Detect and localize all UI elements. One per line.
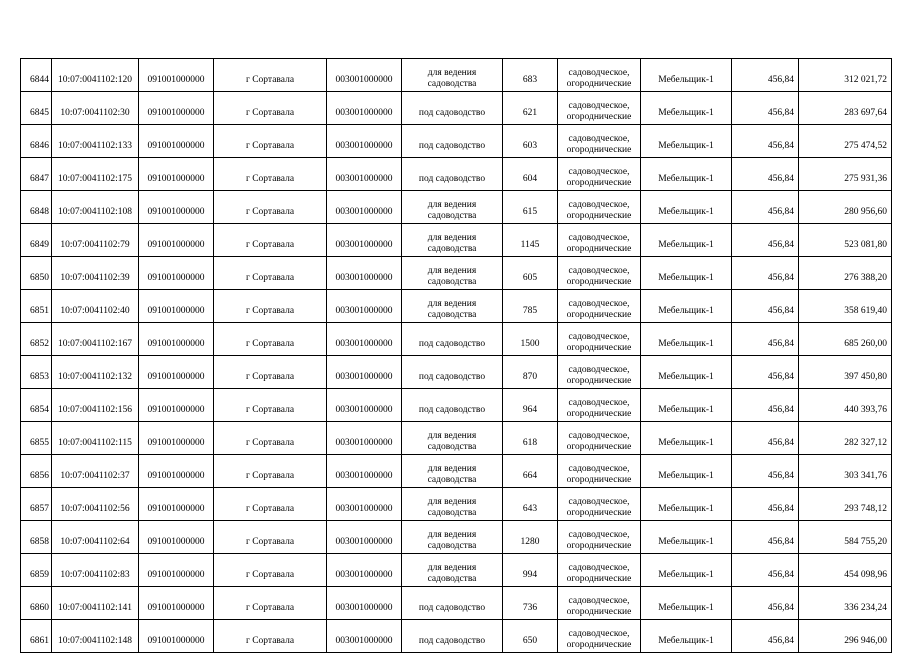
- specific-cost-cell: 456,84: [732, 422, 799, 455]
- cadastral-cost-cell: 282 327,12: [799, 422, 892, 455]
- area-cell: 736: [503, 587, 558, 620]
- locality-cell: г Сортавала: [214, 488, 327, 521]
- table-row: [21, 257, 892, 290]
- locality-cell: г Сортавала: [214, 224, 327, 257]
- okato-code-cell: 091001000000: [139, 92, 214, 125]
- partnership-cell: Мебельщик-1: [641, 92, 732, 125]
- cadastral-cost-cell: 440 393,76: [799, 389, 892, 422]
- permitted-use-cell: для ведения садоводства: [402, 224, 503, 257]
- area-cell: 615: [503, 191, 558, 224]
- partnership-cell: Мебельщик-1: [641, 356, 732, 389]
- partnership-cell: Мебельщик-1: [641, 422, 732, 455]
- locality-cell: г Сортавала: [214, 587, 327, 620]
- land-category-cell: садоводческое, огороднические: [558, 389, 641, 422]
- okato-code-cell: 091001000000: [139, 389, 214, 422]
- partnership-cell: Мебельщик-1: [641, 158, 732, 191]
- okato-code-cell: 091001000000: [139, 488, 214, 521]
- locality-cell: г Сортавала: [214, 554, 327, 587]
- permitted-use-cell: для ведения садоводства: [402, 554, 503, 587]
- cadastral-number-cell: 10:07:0041102:30: [52, 92, 139, 125]
- partnership-cell: Мебельщик-1: [641, 521, 732, 554]
- zone-code-cell: 003001000000: [327, 587, 402, 620]
- row-number-cell: 6858: [21, 521, 52, 554]
- cadastral-cost-cell: 397 450,80: [799, 356, 892, 389]
- partnership-cell: Мебельщик-1: [641, 488, 732, 521]
- land-category-cell: садоводческое, огороднические: [558, 257, 641, 290]
- row-number-cell: 6855: [21, 422, 52, 455]
- area-cell: 603: [503, 125, 558, 158]
- okato-code-cell: 091001000000: [139, 158, 214, 191]
- zone-code-cell: 003001000000: [327, 488, 402, 521]
- row-number-cell: 6852: [21, 323, 52, 356]
- specific-cost-cell: 456,84: [732, 158, 799, 191]
- locality-cell: г Сортавала: [214, 290, 327, 323]
- cadastral-cost-cell: 280 956,60: [799, 191, 892, 224]
- cadastral-number-cell: 10:07:0041102:115: [52, 422, 139, 455]
- area-cell: 605: [503, 257, 558, 290]
- cadastral-number-cell: 10:07:0041102:56: [52, 488, 139, 521]
- permitted-use-cell: под садоводство: [402, 158, 503, 191]
- locality-cell: г Сортавала: [214, 125, 327, 158]
- specific-cost-cell: 456,84: [732, 125, 799, 158]
- cadastral-number-cell: 10:07:0041102:83: [52, 554, 139, 587]
- land-category-cell: садоводческое, огороднические: [558, 455, 641, 488]
- area-cell: 1500: [503, 323, 558, 356]
- zone-code-cell: 003001000000: [327, 59, 402, 92]
- land-category-cell: садоводческое, огороднические: [558, 158, 641, 191]
- cadastral-cost-cell: 685 260,00: [799, 323, 892, 356]
- zone-code-cell: 003001000000: [327, 224, 402, 257]
- cadastral-cost-cell: 454 098,96: [799, 554, 892, 587]
- locality-cell: г Сортавала: [214, 422, 327, 455]
- permitted-use-cell: для ведения садоводства: [402, 59, 503, 92]
- cadastral-number-cell: 10:07:0041102:132: [52, 356, 139, 389]
- table-row: [21, 323, 892, 356]
- table-row: [21, 191, 892, 224]
- land-category-cell: садоводческое, огороднические: [558, 554, 641, 587]
- zone-code-cell: 003001000000: [327, 521, 402, 554]
- locality-cell: г Сортавала: [214, 191, 327, 224]
- permitted-use-cell: под садоводство: [402, 356, 503, 389]
- table-row: [21, 92, 892, 125]
- zone-code-cell: 003001000000: [327, 158, 402, 191]
- specific-cost-cell: 456,84: [732, 356, 799, 389]
- row-number-cell: 6861: [21, 620, 52, 653]
- cadastral-number-cell: 10:07:0041102:64: [52, 521, 139, 554]
- cadastral-cost-cell: 275 931,36: [799, 158, 892, 191]
- cadastral-number-cell: 10:07:0041102:133: [52, 125, 139, 158]
- partnership-cell: Мебельщик-1: [641, 191, 732, 224]
- row-number-cell: 6857: [21, 488, 52, 521]
- cadastral-cost-cell: 283 697,64: [799, 92, 892, 125]
- land-category-cell: садоводческое, огороднические: [558, 587, 641, 620]
- land-category-cell: садоводческое, огороднические: [558, 92, 641, 125]
- land-category-cell: садоводческое, огороднические: [558, 224, 641, 257]
- row-number-cell: 6844: [21, 59, 52, 92]
- area-cell: 650: [503, 620, 558, 653]
- permitted-use-cell: для ведения садоводства: [402, 455, 503, 488]
- land-category-cell: садоводческое, огороднические: [558, 488, 641, 521]
- cadastral-cost-cell: 303 341,76: [799, 455, 892, 488]
- specific-cost-cell: 456,84: [732, 92, 799, 125]
- land-category-cell: садоводческое, огороднические: [558, 422, 641, 455]
- area-cell: 604: [503, 158, 558, 191]
- permitted-use-cell: под садоводство: [402, 92, 503, 125]
- locality-cell: г Сортавала: [214, 389, 327, 422]
- land-category-cell: садоводческое, огороднические: [558, 59, 641, 92]
- locality-cell: г Сортавала: [214, 323, 327, 356]
- permitted-use-cell: для ведения садоводства: [402, 422, 503, 455]
- land-category-cell: садоводческое, огороднические: [558, 191, 641, 224]
- locality-cell: г Сортавала: [214, 257, 327, 290]
- zone-code-cell: 003001000000: [327, 257, 402, 290]
- area-cell: 1145: [503, 224, 558, 257]
- cadastral-number-cell: 10:07:0041102:167: [52, 323, 139, 356]
- okato-code-cell: 091001000000: [139, 554, 214, 587]
- locality-cell: г Сортавала: [214, 620, 327, 653]
- row-number-cell: 6848: [21, 191, 52, 224]
- partnership-cell: Мебельщик-1: [641, 587, 732, 620]
- cadastral-cost-cell: 523 081,80: [799, 224, 892, 257]
- zone-code-cell: 003001000000: [327, 191, 402, 224]
- partnership-cell: Мебельщик-1: [641, 323, 732, 356]
- partnership-cell: Мебельщик-1: [641, 455, 732, 488]
- land-category-cell: садоводческое, огороднические: [558, 356, 641, 389]
- okato-code-cell: 091001000000: [139, 620, 214, 653]
- row-number-cell: 6847: [21, 158, 52, 191]
- zone-code-cell: 003001000000: [327, 356, 402, 389]
- table-row: [21, 356, 892, 389]
- area-cell: 664: [503, 455, 558, 488]
- okato-code-cell: 091001000000: [139, 125, 214, 158]
- specific-cost-cell: 456,84: [732, 455, 799, 488]
- table-row: [21, 620, 892, 653]
- permitted-use-cell: для ведения садоводства: [402, 290, 503, 323]
- partnership-cell: Мебельщик-1: [641, 59, 732, 92]
- locality-cell: г Сортавала: [214, 158, 327, 191]
- specific-cost-cell: 456,84: [732, 554, 799, 587]
- permitted-use-cell: под садоводство: [402, 587, 503, 620]
- land-category-cell: садоводческое, огороднические: [558, 521, 641, 554]
- row-number-cell: 6853: [21, 356, 52, 389]
- locality-cell: г Сортавала: [214, 59, 327, 92]
- area-cell: 994: [503, 554, 558, 587]
- specific-cost-cell: 456,84: [732, 257, 799, 290]
- specific-cost-cell: 456,84: [732, 587, 799, 620]
- okato-code-cell: 091001000000: [139, 455, 214, 488]
- row-number-cell: 6846: [21, 125, 52, 158]
- zone-code-cell: 003001000000: [327, 455, 402, 488]
- okato-code-cell: 091001000000: [139, 521, 214, 554]
- zone-code-cell: 003001000000: [327, 92, 402, 125]
- registry-table-body: [21, 59, 892, 653]
- locality-cell: г Сортавала: [214, 521, 327, 554]
- partnership-cell: Мебельщик-1: [641, 257, 732, 290]
- cadastral-number-cell: 10:07:0041102:156: [52, 389, 139, 422]
- okato-code-cell: 091001000000: [139, 422, 214, 455]
- land-category-cell: садоводческое, огороднические: [558, 290, 641, 323]
- area-cell: 1280: [503, 521, 558, 554]
- permitted-use-cell: под садоводство: [402, 323, 503, 356]
- specific-cost-cell: 456,84: [732, 290, 799, 323]
- row-number-cell: 6850: [21, 257, 52, 290]
- area-cell: 621: [503, 92, 558, 125]
- cadastral-cost-cell: 358 619,40: [799, 290, 892, 323]
- area-cell: 683: [503, 59, 558, 92]
- row-number-cell: 6851: [21, 290, 52, 323]
- row-number-cell: 6856: [21, 455, 52, 488]
- land-category-cell: садоводческое, огороднические: [558, 620, 641, 653]
- area-cell: 785: [503, 290, 558, 323]
- okato-code-cell: 091001000000: [139, 290, 214, 323]
- partnership-cell: Мебельщик-1: [641, 224, 732, 257]
- permitted-use-cell: для ведения садоводства: [402, 257, 503, 290]
- okato-code-cell: 091001000000: [139, 224, 214, 257]
- row-number-cell: 6854: [21, 389, 52, 422]
- specific-cost-cell: 456,84: [732, 488, 799, 521]
- table-row: [21, 290, 892, 323]
- okato-code-cell: 091001000000: [139, 191, 214, 224]
- specific-cost-cell: 456,84: [732, 389, 799, 422]
- specific-cost-cell: 456,84: [732, 59, 799, 92]
- zone-code-cell: 003001000000: [327, 620, 402, 653]
- zone-code-cell: 003001000000: [327, 389, 402, 422]
- okato-code-cell: 091001000000: [139, 59, 214, 92]
- specific-cost-cell: 456,84: [732, 521, 799, 554]
- land-category-cell: садоводческое, огороднические: [558, 125, 641, 158]
- partnership-cell: Мебельщик-1: [641, 389, 732, 422]
- okato-code-cell: 091001000000: [139, 257, 214, 290]
- table-row: [21, 422, 892, 455]
- partnership-cell: Мебельщик-1: [641, 290, 732, 323]
- cadastral-number-cell: 10:07:0041102:141: [52, 587, 139, 620]
- zone-code-cell: 003001000000: [327, 125, 402, 158]
- okato-code-cell: 091001000000: [139, 323, 214, 356]
- cadastral-cost-cell: 275 474,52: [799, 125, 892, 158]
- specific-cost-cell: 456,84: [732, 620, 799, 653]
- table-row: [21, 587, 892, 620]
- cadastral-number-cell: 10:07:0041102:148: [52, 620, 139, 653]
- locality-cell: г Сортавала: [214, 356, 327, 389]
- land-category-cell: садоводческое, огороднические: [558, 323, 641, 356]
- specific-cost-cell: 456,84: [732, 224, 799, 257]
- cadastral-number-cell: 10:07:0041102:39: [52, 257, 139, 290]
- row-number-cell: 6859: [21, 554, 52, 587]
- zone-code-cell: 003001000000: [327, 323, 402, 356]
- area-cell: 870: [503, 356, 558, 389]
- row-number-cell: 6849: [21, 224, 52, 257]
- cadastral-cost-cell: 336 234,24: [799, 587, 892, 620]
- specific-cost-cell: 456,84: [732, 323, 799, 356]
- table-row: [21, 554, 892, 587]
- cadastral-cost-cell: 312 021,72: [799, 59, 892, 92]
- locality-cell: г Сортавала: [214, 455, 327, 488]
- area-cell: 964: [503, 389, 558, 422]
- permitted-use-cell: для ведения садоводства: [402, 191, 503, 224]
- zone-code-cell: 003001000000: [327, 554, 402, 587]
- cadastral-cost-cell: 296 946,00: [799, 620, 892, 653]
- cadastral-number-cell: 10:07:0041102:120: [52, 59, 139, 92]
- zone-code-cell: 003001000000: [327, 290, 402, 323]
- partnership-cell: Мебельщик-1: [641, 125, 732, 158]
- partnership-cell: Мебельщик-1: [641, 554, 732, 587]
- partnership-cell: Мебельщик-1: [641, 620, 732, 653]
- table-row: [21, 59, 892, 92]
- cadastral-number-cell: 10:07:0041102:108: [52, 191, 139, 224]
- cadastral-number-cell: 10:07:0041102:40: [52, 290, 139, 323]
- row-number-cell: 6860: [21, 587, 52, 620]
- table-row: [21, 521, 892, 554]
- permitted-use-cell: под садоводство: [402, 389, 503, 422]
- row-number-cell: 6845: [21, 92, 52, 125]
- locality-cell: г Сортавала: [214, 92, 327, 125]
- area-cell: 618: [503, 422, 558, 455]
- okato-code-cell: 091001000000: [139, 587, 214, 620]
- cadastral-number-cell: 10:07:0041102:37: [52, 455, 139, 488]
- table-row: [21, 125, 892, 158]
- zone-code-cell: 003001000000: [327, 422, 402, 455]
- permitted-use-cell: под садоводство: [402, 125, 503, 158]
- cadastral-number-cell: 10:07:0041102:175: [52, 158, 139, 191]
- cadastral-cost-cell: 293 748,12: [799, 488, 892, 521]
- permitted-use-cell: для ведения садоводства: [402, 488, 503, 521]
- specific-cost-cell: 456,84: [732, 191, 799, 224]
- cadastral-cost-cell: 584 755,20: [799, 521, 892, 554]
- permitted-use-cell: под садоводство: [402, 620, 503, 653]
- table-row: [21, 488, 892, 521]
- land-registry-table: [20, 58, 892, 653]
- cadastral-number-cell: 10:07:0041102:79: [52, 224, 139, 257]
- table-row: [21, 455, 892, 488]
- cadastral-cost-cell: 276 388,20: [799, 257, 892, 290]
- permitted-use-cell: для ведения садоводства: [402, 521, 503, 554]
- table-row: [21, 224, 892, 257]
- table-row: [21, 158, 892, 191]
- table-row: [21, 389, 892, 422]
- okato-code-cell: 091001000000: [139, 356, 214, 389]
- area-cell: 643: [503, 488, 558, 521]
